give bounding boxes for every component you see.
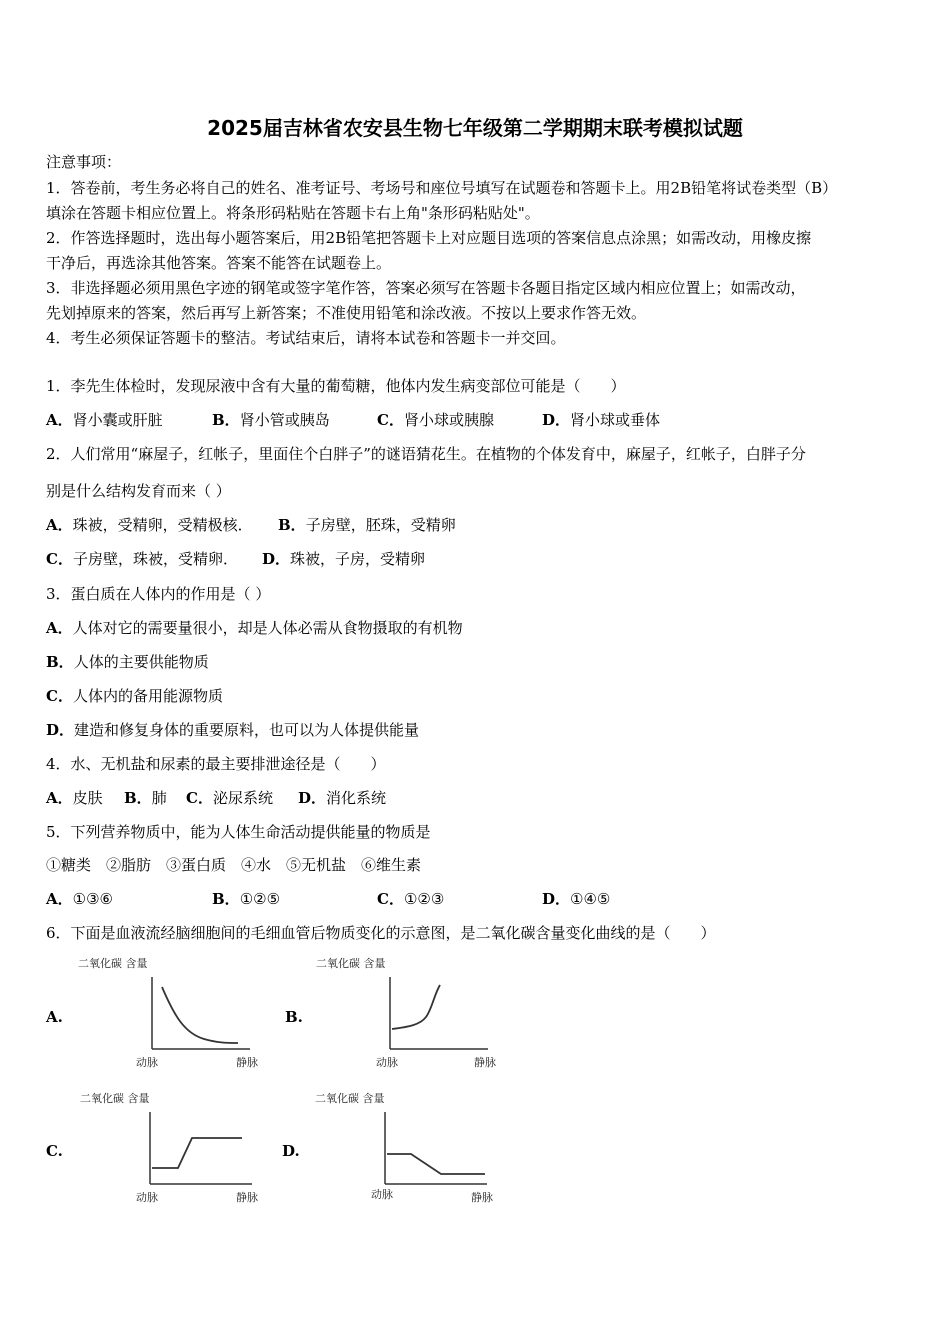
graph-c-xstart: 动脉 bbox=[136, 1191, 158, 1204]
q3-option-c: C．人体内的备用能源物质 bbox=[46, 687, 223, 705]
graph-b-ylabel: 二氧化碳 含量 bbox=[316, 957, 386, 970]
q5-option-c: C．①②③ bbox=[377, 890, 445, 908]
q6-graph-b bbox=[316, 955, 516, 1074]
q1-option-c: C．肾小球或胰腺 bbox=[377, 411, 494, 429]
q5-option-d: D．①④⑤ bbox=[542, 890, 611, 908]
graph-a-xend: 静脉 bbox=[236, 1056, 258, 1069]
q4-option-c: C．泌尿系统 bbox=[186, 789, 273, 807]
q6-graph-c bbox=[80, 1090, 280, 1209]
notice-line: 填涂在答题卡相应位置上。将条形码粘贴在答题卡右上角"条形码粘贴处"。 bbox=[46, 204, 540, 222]
notice-line: 3．非选择题必须用黑色字迹的钢笔或签字笔作答，答案必须写在答题卡各题目指定区域内相应位置上；如需改动， bbox=[46, 279, 806, 297]
graph-c-ylabel: 二氧化碳 含量 bbox=[80, 1092, 150, 1105]
q1-option-b: B．肾小管或胰岛 bbox=[212, 411, 330, 429]
graph-a-ylabel: 二氧化碳 含量 bbox=[78, 957, 148, 970]
q1-option-a: A．肾小囊或肝脏 bbox=[46, 411, 163, 429]
q2-option-c: C．子房壁，珠被，受精卵． bbox=[46, 550, 238, 568]
question-5-items: ①糖类 ②脂肪 ③蛋白质 ④水 ⑤无机盐 ⑥维生素 bbox=[46, 856, 422, 874]
question-2-stem-cont: 别是什么结构发育而来（ ） bbox=[46, 482, 231, 500]
graph-d-xstart: 动脉 bbox=[371, 1188, 393, 1201]
question-4-stem: 4．水、无机盐和尿素的最主要排泄途径是（ ） bbox=[46, 755, 386, 773]
q3-option-b: B．人体的主要供能物质 bbox=[46, 653, 209, 671]
q4-option-b: B．肺 bbox=[124, 789, 167, 807]
notice-line: 干净后，再选涂其他答案。答案不能答在试题卷上。 bbox=[46, 254, 392, 272]
q6-graph-label-d: D. bbox=[282, 1142, 300, 1160]
question-3-stem: 3．蛋白质在人体内的作用是（ ） bbox=[46, 585, 271, 603]
q2-option-a: A．珠被，受精卵，受精极核． bbox=[46, 516, 253, 534]
graph-a-xstart: 动脉 bbox=[136, 1056, 158, 1069]
question-5-stem: 5．下列营养物质中，能为人体生命活动提供能量的物质是 bbox=[46, 823, 431, 841]
notice-heading: 注意事项： bbox=[46, 153, 122, 171]
graph-c-curve bbox=[152, 1138, 242, 1168]
page-title: 2025届吉林省农安县生物七年级第二学期期末联考模拟试题 bbox=[207, 116, 743, 140]
q2-option-d: D．珠被，子房，受精卵 bbox=[262, 550, 426, 568]
graph-b-curve bbox=[392, 985, 440, 1029]
question-2-stem: 2．人们常用“麻屋子，红帐子，里面住个白胖子”的谜语猜花生。在植物的个体发育中，麻屋子，红帐子，白胖子分 bbox=[46, 445, 806, 463]
notice-line: 1．答卷前，考生务必将自己的姓名、准考证号、考场号和座位号填写在试题卷和答题卡上。用2B铅笔将试卷类型（B） bbox=[46, 179, 838, 197]
notice-line: 先划掉原来的答案，然后再写上新答案；不准使用铅笔和涂改液。不按以上要求作答无效。 bbox=[46, 304, 647, 322]
question-6-stem: 6．下面是血液流经脑细胞间的毛细血管后物质变化的示意图，是二氧化碳含量变化曲线的是（ ） bbox=[46, 924, 716, 942]
graph-d-ylabel: 二氧化碳 含量 bbox=[315, 1092, 385, 1105]
q4-option-d: D．消化系统 bbox=[298, 789, 387, 807]
graph-d-curve bbox=[387, 1154, 485, 1174]
q5-option-b: B．①②⑤ bbox=[212, 890, 281, 908]
notice-line: 2．作答选择题时，选出每小题答案后，用2B铅笔把答题卡上对应题目选项的答案信息点涂黑；如需改动，用橡皮擦 bbox=[46, 229, 812, 247]
question-1-stem: 1．李先生体检时，发现尿液中含有大量的葡萄糖，他体内发生病变部位可能是（ ） bbox=[46, 377, 626, 395]
q3-option-d: D．建造和修复身体的重要原料，也可以为人体提供能量 bbox=[46, 721, 420, 739]
q6-graph-d bbox=[315, 1090, 515, 1209]
q6-graph-label-b: B. bbox=[285, 1008, 303, 1026]
graph-b-xend: 静脉 bbox=[474, 1056, 496, 1069]
q6-graph-label-c: C. bbox=[46, 1142, 63, 1160]
graph-d-xend: 静脉 bbox=[471, 1191, 493, 1204]
graph-b-xstart: 动脉 bbox=[376, 1056, 398, 1069]
notice-line: 4．考生必须保证答题卡的整洁。考试结束后，请将本试卷和答题卡一并交回。 bbox=[46, 329, 566, 347]
q3-option-a: A．人体对它的需要量很小，却是人体必需从食物摄取的有机物 bbox=[46, 619, 463, 637]
q5-option-a: A．①③⑥ bbox=[46, 890, 113, 908]
graph-a-curve bbox=[162, 987, 238, 1043]
q6-graph-a bbox=[78, 955, 278, 1074]
q1-option-d: D．肾小球或垂体 bbox=[542, 411, 661, 429]
q2-option-b: B．子房壁，胚珠，受精卵 bbox=[278, 516, 456, 534]
q6-graph-label-a: A. bbox=[46, 1008, 63, 1026]
graph-c-xend: 静脉 bbox=[236, 1191, 258, 1204]
q4-option-a: A．皮肤 bbox=[46, 789, 103, 807]
